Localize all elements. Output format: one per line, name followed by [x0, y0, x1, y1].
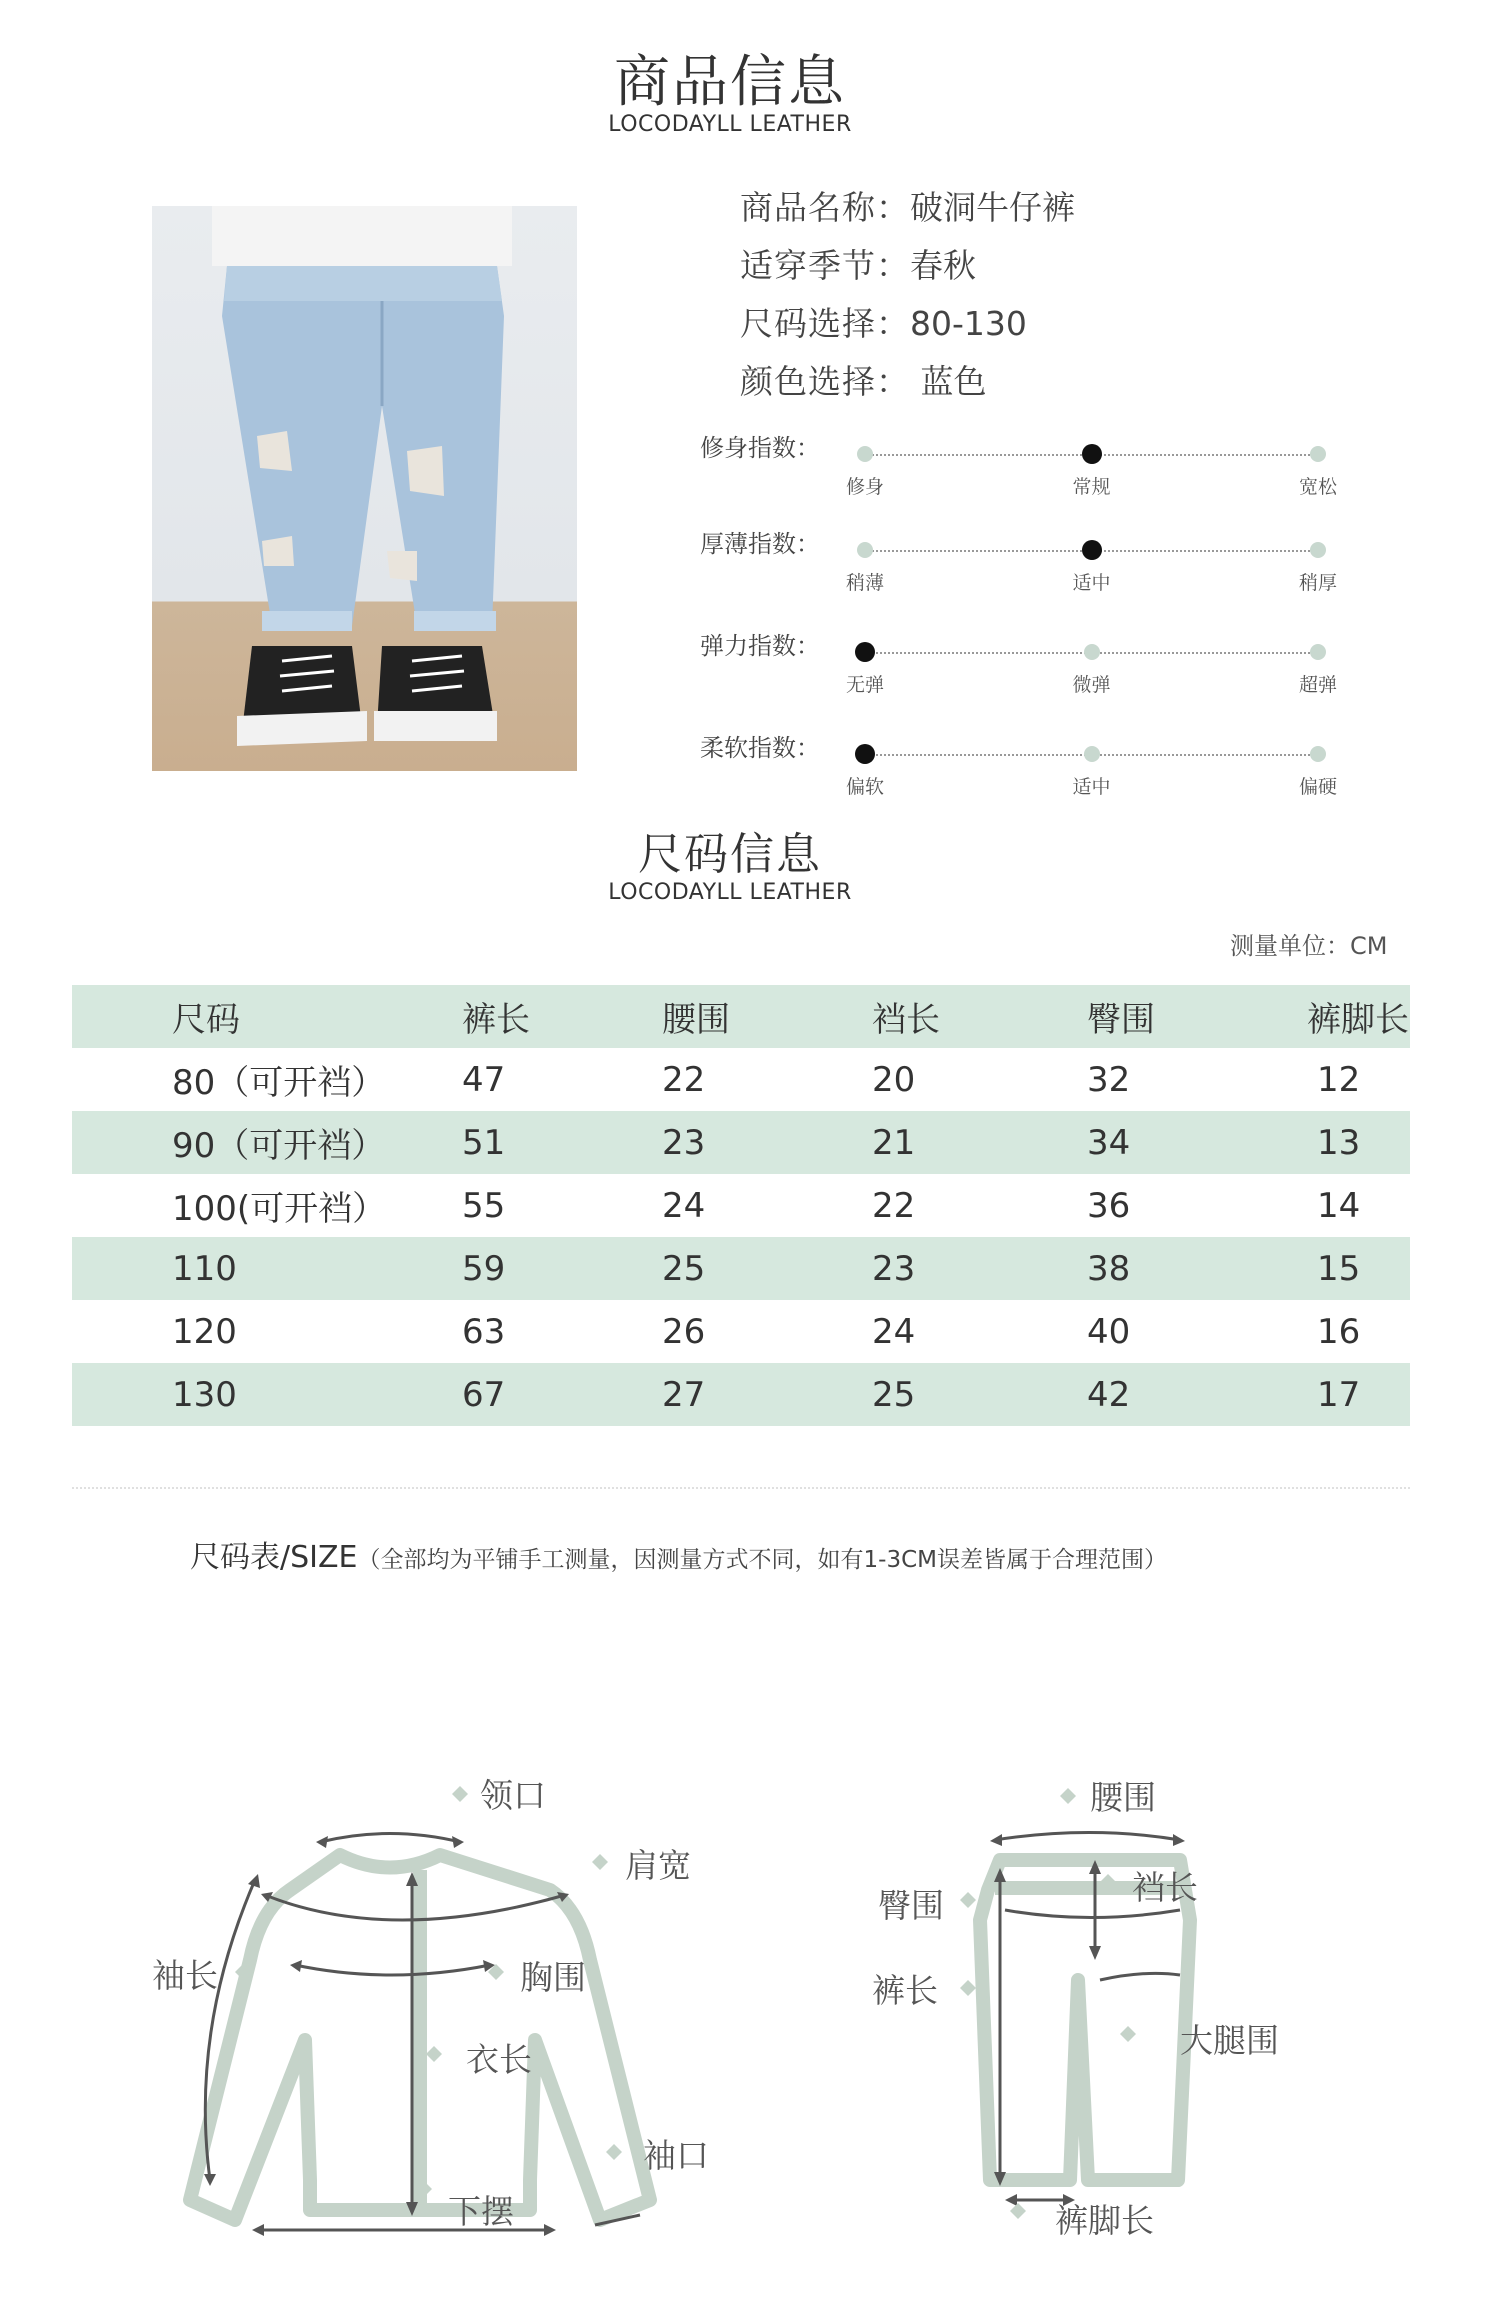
table-cell: 25 — [862, 1363, 1077, 1426]
table-cell: 51 — [442, 1111, 652, 1174]
label-hem: 下摆 — [448, 2192, 514, 2231]
table-cell: 20 — [872, 1059, 916, 1100]
index-dot-selected — [855, 744, 875, 764]
table-cell: 42 — [1077, 1363, 1297, 1426]
index-dot — [1310, 644, 1326, 660]
index-label: 修身指数： — [700, 434, 820, 462]
label-chest: 胸围 — [520, 1958, 586, 1997]
index-option: 无弹 — [845, 674, 884, 696]
shirt-diagram — [140, 1760, 700, 2240]
table-cell: 80（可开裆） — [172, 1063, 386, 1103]
product-photo — [152, 206, 577, 771]
table-cell: 59 — [442, 1237, 652, 1300]
index-label: 柔软指数： — [700, 734, 820, 762]
label-pants-length: 裤长 — [872, 1971, 938, 2010]
label-sleeve: 袖长 — [152, 1956, 218, 1995]
table-cell: 25 — [652, 1237, 862, 1300]
table-cell: 32 — [1087, 1059, 1131, 1100]
header-cell: 腰围 — [652, 985, 862, 1048]
label-collar: 领口 — [480, 1776, 546, 1815]
table-cell: 23 — [652, 1111, 862, 1174]
header-cell: 裤脚长 — [1297, 985, 1410, 1048]
section-divider — [72, 1487, 1410, 1489]
header-cell: 裆长 — [862, 985, 1077, 1048]
page-title: 商品信息 — [614, 50, 846, 115]
label-leg-opening: 裤脚长 — [1055, 2201, 1154, 2240]
index-dot — [857, 446, 873, 462]
table-header-row — [72, 985, 1410, 1048]
size-table — [72, 985, 1410, 1426]
table-cell: 15 — [1297, 1237, 1410, 1300]
table-cell: 36 — [1087, 1185, 1131, 1226]
index-dot-selected — [1082, 444, 1102, 464]
table-cell: 23 — [862, 1237, 1077, 1300]
table-cell: 110 — [72, 1237, 442, 1300]
index-dot — [1310, 746, 1326, 762]
table-row — [72, 1111, 1410, 1174]
table-cell: 21 — [862, 1111, 1077, 1174]
table-cell: 47 — [462, 1059, 506, 1100]
label-length: 衣长 — [466, 2040, 532, 2079]
table-cell: 67 — [442, 1363, 652, 1426]
index-option: 宽松 — [1298, 476, 1337, 498]
label-hip: 臀围 — [878, 1886, 944, 1925]
table-cell: 90（可开裆） — [72, 1111, 442, 1174]
header-cell: 臀围 — [1077, 985, 1297, 1048]
index-option: 稍厚 — [1298, 572, 1337, 594]
size-title: 尺码信息 — [638, 829, 822, 880]
table-cell: 27 — [652, 1363, 862, 1426]
table-cell: 40 — [1087, 1311, 1131, 1352]
label-cuff: 袖口 — [643, 2136, 709, 2175]
table-row — [72, 1174, 1410, 1237]
index-option: 修身 — [845, 476, 884, 498]
table-cell: 17 — [1297, 1363, 1410, 1426]
index-dot-selected — [855, 642, 875, 662]
table-row — [72, 1363, 1410, 1426]
index-option: 偏软 — [845, 776, 884, 798]
index-dot — [1310, 446, 1326, 462]
label-waist: 腰围 — [1090, 1778, 1156, 1817]
unit-label: 测量单位：CM — [1230, 932, 1388, 960]
label-thigh: 大腿围 — [1180, 2021, 1279, 2060]
table-cell: 22 — [872, 1185, 916, 1226]
label-shoulder: 肩宽 — [625, 1846, 691, 1885]
table-row — [72, 1048, 1410, 1111]
index-dot — [857, 542, 873, 558]
table-cell: 12 — [1317, 1059, 1361, 1100]
table-cell: 100(可开裆） — [172, 1189, 387, 1229]
index-option: 微弹 — [1072, 674, 1111, 696]
table-row — [72, 1237, 1410, 1300]
info-color: 颜色选择： 蓝色 — [740, 362, 987, 401]
table-cell: 24 — [872, 1311, 916, 1352]
table-cell: 22 — [662, 1059, 706, 1100]
table-cell: 26 — [662, 1311, 706, 1352]
index-option: 稍薄 — [845, 572, 884, 594]
index-option: 偏硬 — [1298, 776, 1337, 798]
table-cell: 55 — [462, 1185, 506, 1226]
table-cell: 24 — [662, 1185, 706, 1226]
table-row — [72, 1300, 1410, 1363]
index-dot — [1084, 644, 1100, 660]
header-cell: 裤长 — [442, 985, 652, 1048]
label-rise: 裆长 — [1132, 1868, 1198, 1907]
table-cell: 16 — [1317, 1311, 1361, 1352]
table-cell: 63 — [462, 1311, 506, 1352]
info-size: 尺码选择：80-130 — [740, 304, 1027, 343]
size-subtitle: LOCODAYLL LEATHER — [608, 880, 852, 905]
page-subtitle: LOCODAYLL LEATHER — [608, 112, 852, 137]
info-name: 商品名称：破洞牛仔裤 — [740, 188, 1075, 227]
table-cell: 14 — [1317, 1185, 1361, 1226]
index-option: 常规 — [1072, 476, 1111, 498]
size-note: 尺码表/SIZE（全部均为平铺手工测量，因测量方式不同，如有1-3CM误差皆属于合理范围） — [190, 1540, 1167, 1575]
index-dot — [1084, 746, 1100, 762]
index-option: 适中 — [1072, 572, 1111, 594]
table-cell: 130 — [72, 1363, 442, 1426]
table-cell: 120 — [172, 1311, 237, 1352]
index-option: 适中 — [1072, 776, 1111, 798]
table-cell: 38 — [1077, 1237, 1297, 1300]
index-label: 弹力指数： — [700, 632, 820, 660]
header-cell: 尺码 — [72, 985, 442, 1048]
index-option: 超弹 — [1298, 674, 1337, 696]
index-label: 厚薄指数： — [700, 530, 820, 558]
table-cell: 34 — [1077, 1111, 1297, 1174]
table-cell: 13 — [1297, 1111, 1410, 1174]
info-season: 适穿季节：春秋 — [740, 246, 976, 285]
index-dot — [1310, 542, 1326, 558]
index-dot-selected — [1082, 540, 1102, 560]
